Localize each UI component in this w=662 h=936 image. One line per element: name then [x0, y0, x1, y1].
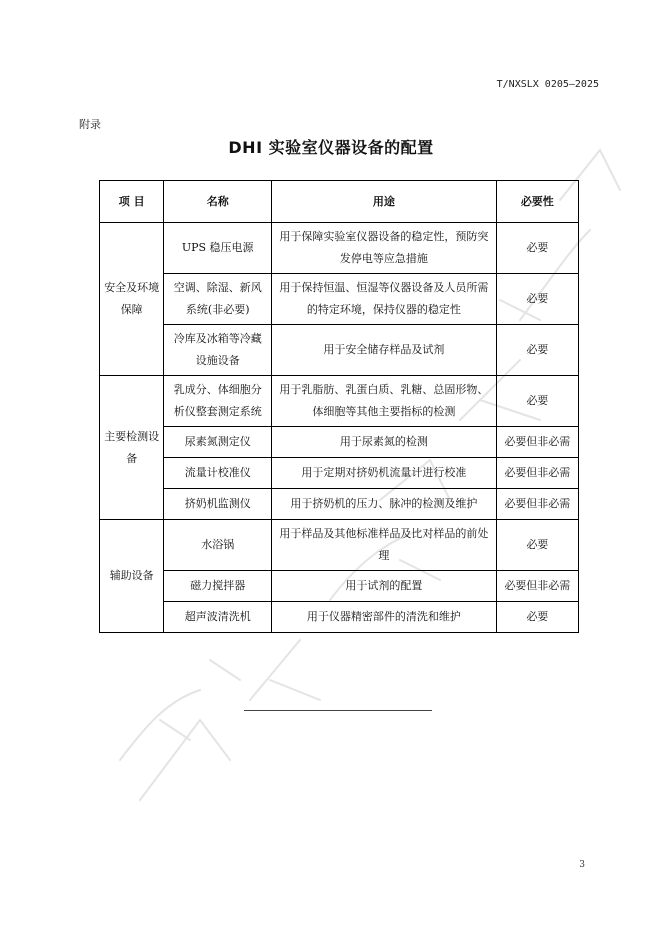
table-row: [100, 458, 579, 489]
category-cell: 辅助设备: [100, 520, 164, 633]
equipment-name: 挤奶机监测仪: [164, 489, 272, 520]
equipment-use: 用于仪器精密部件的清洗和维护: [272, 602, 497, 633]
table-row: [100, 571, 579, 602]
instrument-config-table: [99, 180, 579, 633]
category-cell: 主要检测设备: [100, 376, 164, 520]
equipment-use: 用于安全储存样品及试剂: [272, 325, 497, 376]
equipment-name: 乳成分、体细胞分析仪整套测定系统: [164, 376, 272, 427]
requirement-cell: 必要但非必需: [496, 571, 578, 602]
requirement-cell: 必要: [496, 325, 578, 376]
category-cell: 安全及环境保障: [100, 223, 164, 376]
table-row: [100, 325, 579, 376]
table-row: [100, 520, 579, 571]
requirement-cell: 必要: [496, 376, 578, 427]
equipment-use: 用于尿素氮的检测: [272, 427, 497, 458]
table-row: [100, 274, 579, 325]
equipment-use: 用于挤奶机的压力、脉冲的检测及维护: [272, 489, 497, 520]
equipment-name: 超声波清洗机: [164, 602, 272, 633]
equipment-name: 磁力搅拌器: [164, 571, 272, 602]
header-requirement: 必要性: [496, 181, 578, 223]
table-row: [100, 223, 579, 274]
requirement-cell: 必要但非必需: [496, 489, 578, 520]
equipment-use: 用于保持恒温、恒湿等仪器设备及人员所需的特定环境，保持仪器的稳定性: [272, 274, 497, 325]
equipment-name: 冷库及冰箱等冷藏设施设备: [164, 325, 272, 376]
document-code: T/NXSLX 0205—2025: [496, 79, 599, 90]
table-row: [100, 489, 579, 520]
requirement-cell: 必要: [496, 602, 578, 633]
table-row: [100, 602, 579, 633]
equipment-use: 用于保障实验室仪器设备的稳定性，预防突发停电等应急措施: [272, 223, 497, 274]
header-use: 用途: [272, 181, 497, 223]
requirement-cell: 必要: [496, 274, 578, 325]
requirement-cell: 必要: [496, 520, 578, 571]
equipment-name: UPS 稳压电源: [164, 223, 272, 274]
header-name: 名称: [164, 181, 272, 223]
equipment-use: 用于样品及其他标准样品及比对样品的前处理: [272, 520, 497, 571]
requirement-cell: 必要但非必需: [496, 427, 578, 458]
table-row: [100, 376, 579, 427]
table-row: [100, 427, 579, 458]
appendix-label: 附录: [79, 118, 101, 131]
table-header-row: [100, 181, 579, 223]
requirement-cell: 必要: [496, 223, 578, 274]
equipment-use: 用于试剂的配置: [272, 571, 497, 602]
equipment-use: 用于乳脂肪、乳蛋白质、乳糖、总固形物、体细胞等其他主要指标的检测: [272, 376, 497, 427]
end-rule: [244, 710, 432, 711]
page-title: DHI 实验室仪器设备的配置: [228, 138, 434, 157]
equipment-name: 流量计校准仪: [164, 458, 272, 489]
equipment-use: 用于定期对挤奶机流量计进行校准: [272, 458, 497, 489]
equipment-name: 水浴锅: [164, 520, 272, 571]
header-category: 项 目: [100, 181, 164, 223]
equipment-name: 尿素氮测定仪: [164, 427, 272, 458]
requirement-cell: 必要但非必需: [496, 458, 578, 489]
equipment-name: 空调、除湿、新风系统(非必要): [164, 274, 272, 325]
page-number: 3: [579, 860, 585, 870]
